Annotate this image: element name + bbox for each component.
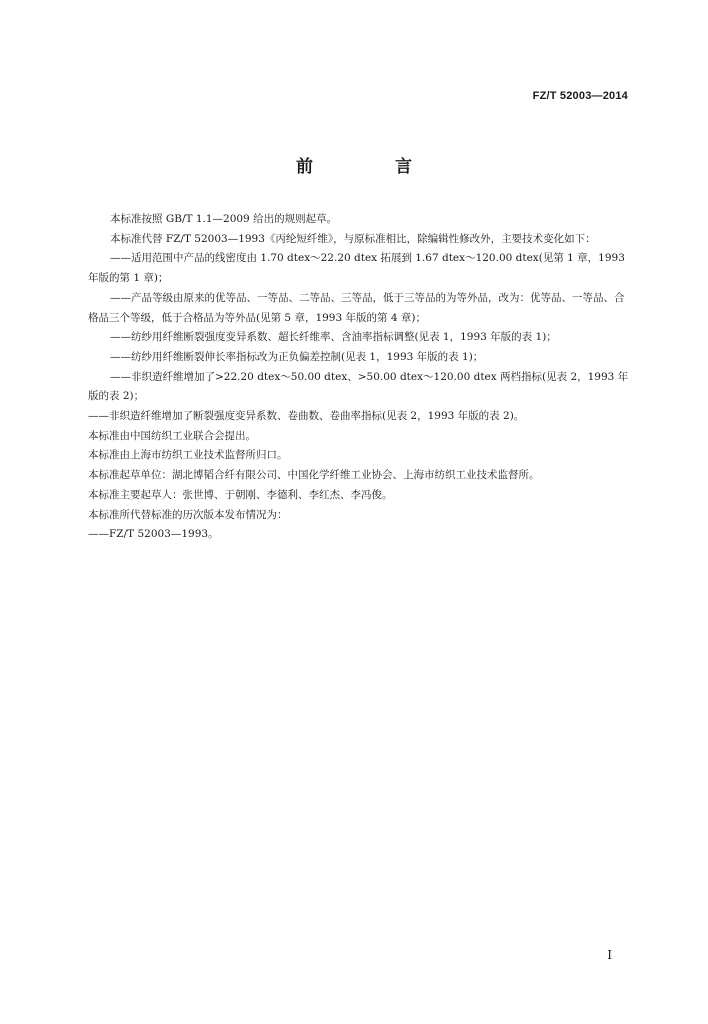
list-item: ——纺纱用纤维断裂伸长率指标改为正负偏差控制(见表 1，1993 年版的表 1)；	[110, 350, 484, 363]
list-item: ——非织造纤维增加了断裂强度变异系数、卷曲数、卷曲率指标(见表 2，1993 年版的表 2)。	[88, 410, 525, 423]
paragraph: 本标准起草单位：湖北博韬合纤有限公司、中国化学纤维工业协会、上海市纺织工业技术监督所。	[88, 469, 540, 482]
page-number: I	[607, 948, 612, 962]
list-item: ——非织造纤维增加了>22.20 dtex～50.00 dtex、>50.00 dtex～120.00 dtex 两档指标(见表 2，1993 年版的表 2)；	[88, 370, 629, 403]
standard-code: FZ/T 52003—2014	[532, 90, 628, 102]
paragraph: 本标准所代替标准的历次版本发布情况为：	[88, 508, 288, 521]
paragraph: 本标准由上海市纺织工业技术监督所归口。	[88, 449, 288, 462]
document-body	[88, 210, 632, 545]
list-item: ——纺纱用纤维断裂强度变异系数、超长纤维率、含油率指标调整(见表 1，1993 年版的表 1)；	[110, 331, 557, 344]
paragraph: 本标准主要起草人：张世博、于朝刚、李德利、李红杰、李冯俊。	[88, 488, 393, 501]
list-item: ——适用范围中产品的线密度由 1.70 dtex～22.20 dtex 拓展到 1.67 dtex～120.00 dtex(见第 1 章，1993 年版的第 1 章)；	[88, 252, 625, 285]
page-title: 前 言	[296, 157, 450, 177]
list-item: ——产品等级由原来的优等品、一等品、二等品、三等品，低于三等品的为等外品，改为：优等品、一等品、合格品三个等级，低于合格品为等外品(见第 5 章，1993 年版的第 4 章)；	[88, 291, 625, 324]
paragraph: 本标准由中国纺织工业联合会提出。	[88, 429, 256, 442]
list-item: ——FZ/T 52003—1993。	[88, 528, 219, 541]
paragraph: 本标准代替 FZ/T 52003—1993《丙纶短纤维》，与原标准相比，除编辑性修改外，主要技术变化如下：	[110, 232, 596, 245]
paragraph: 本标准按照 GB/T 1.1—2009 给出的规则起草。	[110, 213, 338, 225]
